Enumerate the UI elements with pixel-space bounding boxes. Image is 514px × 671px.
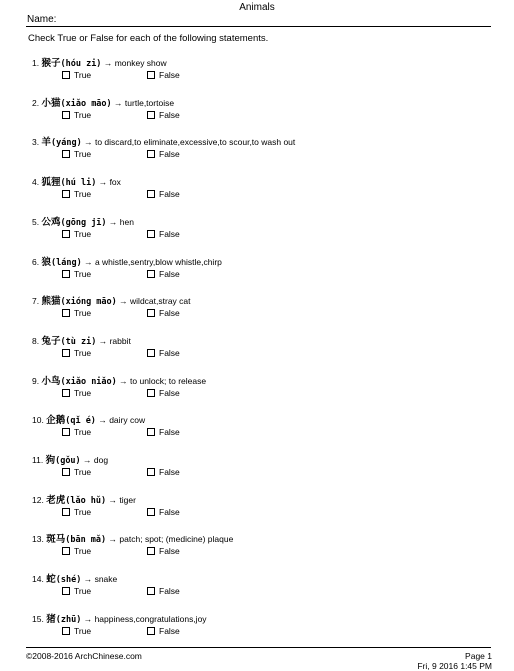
false-checkbox[interactable] — [147, 468, 155, 476]
question-number: 6. — [32, 257, 40, 267]
true-label: True — [74, 388, 92, 398]
true-checkbox[interactable] — [62, 627, 70, 635]
true-option[interactable] — [62, 348, 91, 358]
false-label: False — [159, 229, 180, 239]
true-checkbox[interactable] — [62, 150, 70, 158]
true-option[interactable] — [62, 149, 91, 159]
question-pinyin: (bān mǎ) — [65, 535, 107, 545]
question-hanzi: 熊猫 — [41, 296, 61, 307]
true-label: True — [74, 110, 92, 120]
question-number: 9. — [32, 376, 40, 386]
true-label: True — [74, 70, 92, 80]
question-number: 7. — [32, 296, 40, 306]
false-checkbox[interactable] — [147, 309, 155, 317]
question-arrow: → — [108, 534, 118, 544]
false-label: False — [159, 507, 180, 517]
true-checkbox[interactable] — [62, 270, 70, 278]
question-item — [32, 95, 174, 109]
question-hanzi: 羊 — [41, 137, 51, 148]
question-pinyin: (gǒu) — [55, 456, 81, 466]
question-hanzi: 蛇 — [46, 574, 56, 585]
question-meaning: happiness,congratulations,joy — [94, 614, 207, 624]
true-checkbox[interactable] — [62, 190, 70, 198]
question-item — [32, 214, 134, 228]
false-checkbox[interactable] — [147, 71, 155, 79]
false-label: False — [159, 110, 180, 120]
true-option[interactable] — [62, 427, 91, 437]
false-checkbox[interactable] — [147, 190, 155, 198]
question-item — [32, 55, 167, 69]
false-option[interactable] — [147, 229, 180, 239]
false-label: False — [159, 70, 180, 80]
question-meaning: to discard,to eliminate,excessive,to scour,to wash out — [94, 137, 296, 147]
question-number: 3. — [32, 137, 40, 147]
question-pinyin: (shé) — [55, 575, 82, 585]
question-number: 14. — [32, 574, 44, 584]
question-meaning: turtle,tortoise — [124, 98, 175, 108]
false-checkbox[interactable] — [147, 270, 155, 278]
question-hanzi: 斑马 — [46, 534, 66, 545]
question-hanzi: 老虎 — [46, 495, 66, 506]
question-arrow: → — [108, 217, 118, 227]
true-checkbox[interactable] — [62, 468, 70, 476]
question-number: 11. — [32, 455, 44, 465]
false-checkbox[interactable] — [147, 230, 155, 238]
copyright: ©2008-2016 ArchChinese.com — [26, 651, 142, 661]
question-number: 8. — [32, 336, 40, 346]
true-option[interactable] — [62, 308, 91, 318]
false-checkbox[interactable] — [147, 508, 155, 516]
question-hanzi: 狼 — [41, 257, 51, 268]
question-meaning: snake — [94, 574, 118, 584]
question-arrow: → — [84, 137, 93, 147]
question-number: 2. — [32, 98, 40, 108]
question-number: 4. — [32, 177, 40, 187]
false-label: False — [159, 467, 180, 477]
question-arrow: → — [83, 455, 92, 465]
false-label: False — [159, 189, 180, 199]
true-checkbox[interactable] — [62, 508, 70, 516]
true-checkbox[interactable] — [62, 71, 70, 79]
question-arrow: → — [103, 58, 113, 68]
question-meaning: dairy cow — [109, 415, 146, 425]
false-option[interactable] — [147, 427, 180, 437]
true-checkbox[interactable] — [62, 349, 70, 357]
question-hanzi: 兔子 — [41, 336, 61, 347]
false-checkbox[interactable] — [147, 547, 155, 555]
question-item — [32, 611, 207, 625]
true-option[interactable] — [62, 70, 91, 80]
question-arrow: → — [119, 296, 128, 306]
question-arrow: → — [114, 98, 123, 108]
question-hanzi: 猴子 — [41, 58, 61, 69]
question-arrow: → — [108, 495, 118, 505]
question-item — [32, 452, 108, 466]
true-option[interactable] — [62, 586, 91, 596]
question-pinyin: (gōng jī) — [60, 218, 107, 228]
question-hanzi: 小猫 — [41, 98, 61, 109]
true-label: True — [74, 189, 92, 199]
false-option[interactable] — [147, 626, 180, 636]
page-info — [417, 651, 492, 671]
true-label: True — [74, 308, 92, 318]
question-number: 13. — [32, 534, 44, 544]
question-arrow: → — [83, 574, 93, 584]
true-label: True — [74, 269, 92, 279]
false-option[interactable] — [147, 586, 180, 596]
question-hanzi: 企鹅 — [46, 415, 66, 426]
false-label: False — [159, 308, 180, 318]
true-option[interactable] — [62, 507, 91, 517]
true-label: True — [74, 229, 92, 239]
question-item — [32, 412, 145, 426]
true-option[interactable] — [62, 546, 91, 556]
true-option[interactable] — [62, 269, 91, 279]
true-label: True — [74, 348, 92, 358]
question-item — [32, 492, 136, 506]
true-option[interactable] — [62, 110, 91, 120]
false-checkbox[interactable] — [147, 627, 155, 635]
true-checkbox[interactable] — [62, 111, 70, 119]
question-number: 1. — [32, 58, 40, 68]
false-option[interactable] — [147, 388, 180, 398]
true-checkbox[interactable] — [62, 547, 70, 555]
question-meaning: patch; spot; (medicine) plaque — [119, 534, 234, 544]
print-date: Fri, 9 2016 1:45 PM — [417, 661, 492, 671]
false-checkbox[interactable] — [147, 587, 155, 595]
false-checkbox[interactable] — [147, 349, 155, 357]
true-label: True — [74, 586, 92, 596]
question-pinyin: (zhū) — [55, 615, 82, 625]
false-checkbox[interactable] — [147, 428, 155, 436]
true-option[interactable] — [62, 467, 91, 477]
question-meaning: wildcat,stray cat — [130, 296, 191, 306]
question-item — [32, 293, 191, 307]
true-checkbox[interactable] — [62, 428, 70, 436]
true-option[interactable] — [62, 388, 91, 398]
question-hanzi: 狐狸 — [41, 177, 61, 188]
question-item — [32, 134, 295, 148]
instructions: Check True or False for each of the following statements. — [28, 33, 269, 44]
false-label: False — [159, 348, 180, 358]
true-checkbox[interactable] — [62, 389, 70, 397]
question-meaning: tiger — [119, 495, 136, 505]
false-checkbox[interactable] — [147, 111, 155, 119]
question-arrow: → — [83, 614, 93, 624]
false-option[interactable] — [147, 308, 180, 318]
false-option[interactable] — [147, 189, 180, 199]
false-option[interactable] — [147, 546, 180, 556]
false-checkbox[interactable] — [147, 150, 155, 158]
true-option[interactable] — [62, 626, 91, 636]
question-arrow: → — [98, 336, 108, 346]
question-hanzi: 狗 — [45, 455, 56, 466]
question-item — [32, 254, 222, 268]
false-label: False — [159, 427, 180, 437]
question-number: 12. — [32, 495, 44, 505]
false-label: False — [159, 149, 180, 159]
question-item — [32, 531, 233, 545]
footer-divider — [26, 647, 491, 648]
question-number: 5. — [32, 217, 40, 227]
question-item — [32, 174, 121, 188]
question-pinyin: (lǎo hǔ) — [65, 496, 107, 506]
question-pinyin: (qǐ é) — [65, 416, 96, 426]
false-label: False — [159, 626, 180, 636]
question-pinyin: (tù zi) — [60, 337, 97, 347]
question-hanzi: 小鸟 — [41, 376, 61, 387]
question-meaning: dog — [93, 455, 109, 465]
false-option[interactable] — [147, 110, 180, 120]
false-option[interactable] — [147, 348, 180, 358]
question-pinyin: (hóu zi) — [60, 59, 102, 69]
question-pinyin: (xiǎo māo) — [60, 99, 112, 109]
question-meaning: fox — [109, 177, 121, 187]
true-label: True — [74, 626, 92, 636]
false-checkbox[interactable] — [147, 389, 155, 397]
false-option[interactable] — [147, 70, 180, 80]
page-number: Page 1 — [465, 651, 492, 661]
false-option[interactable] — [147, 467, 180, 477]
false-option[interactable] — [147, 507, 180, 517]
question-item — [32, 571, 117, 585]
false-option[interactable] — [147, 149, 180, 159]
true-label: True — [74, 507, 92, 517]
true-label: True — [74, 149, 92, 159]
true-checkbox[interactable] — [62, 587, 70, 595]
question-pinyin: (hú li) — [60, 178, 97, 188]
question-hanzi: 猪 — [46, 614, 56, 625]
true-checkbox[interactable] — [62, 309, 70, 317]
question-arrow: → — [119, 376, 128, 386]
question-pinyin: (láng) — [50, 258, 82, 268]
false-label: False — [159, 586, 180, 596]
question-pinyin: (yáng) — [50, 138, 82, 148]
name-label: Name: — [27, 14, 57, 25]
question-meaning: a whistle,sentry,blow whistle,chirp — [94, 257, 222, 267]
question-number: 15. — [32, 614, 44, 624]
true-label: True — [74, 427, 92, 437]
question-meaning: rabbit — [109, 336, 131, 346]
question-number: 10. — [32, 415, 44, 425]
false-option[interactable] — [147, 269, 180, 279]
true-option[interactable] — [62, 229, 91, 239]
worksheet-title: Animals — [239, 2, 275, 13]
question-meaning: monkey show — [114, 58, 167, 68]
true-label: True — [74, 467, 92, 477]
question-arrow: → — [98, 177, 108, 187]
false-label: False — [159, 388, 180, 398]
name-line — [26, 26, 491, 27]
question-meaning: to unlock; to release — [130, 376, 207, 386]
question-item — [32, 333, 131, 347]
true-checkbox[interactable] — [62, 230, 70, 238]
true-option[interactable] — [62, 189, 91, 199]
question-meaning: hen — [119, 217, 134, 227]
question-pinyin: (xióng māo) — [60, 297, 117, 307]
question-pinyin: (xiǎo niǎo) — [60, 377, 117, 387]
question-arrow: → — [98, 415, 107, 425]
question-item — [32, 373, 206, 387]
question-arrow: → — [84, 257, 93, 267]
true-label: True — [74, 546, 92, 556]
false-label: False — [159, 269, 180, 279]
question-hanzi: 公鸡 — [41, 217, 61, 228]
false-label: False — [159, 546, 180, 556]
